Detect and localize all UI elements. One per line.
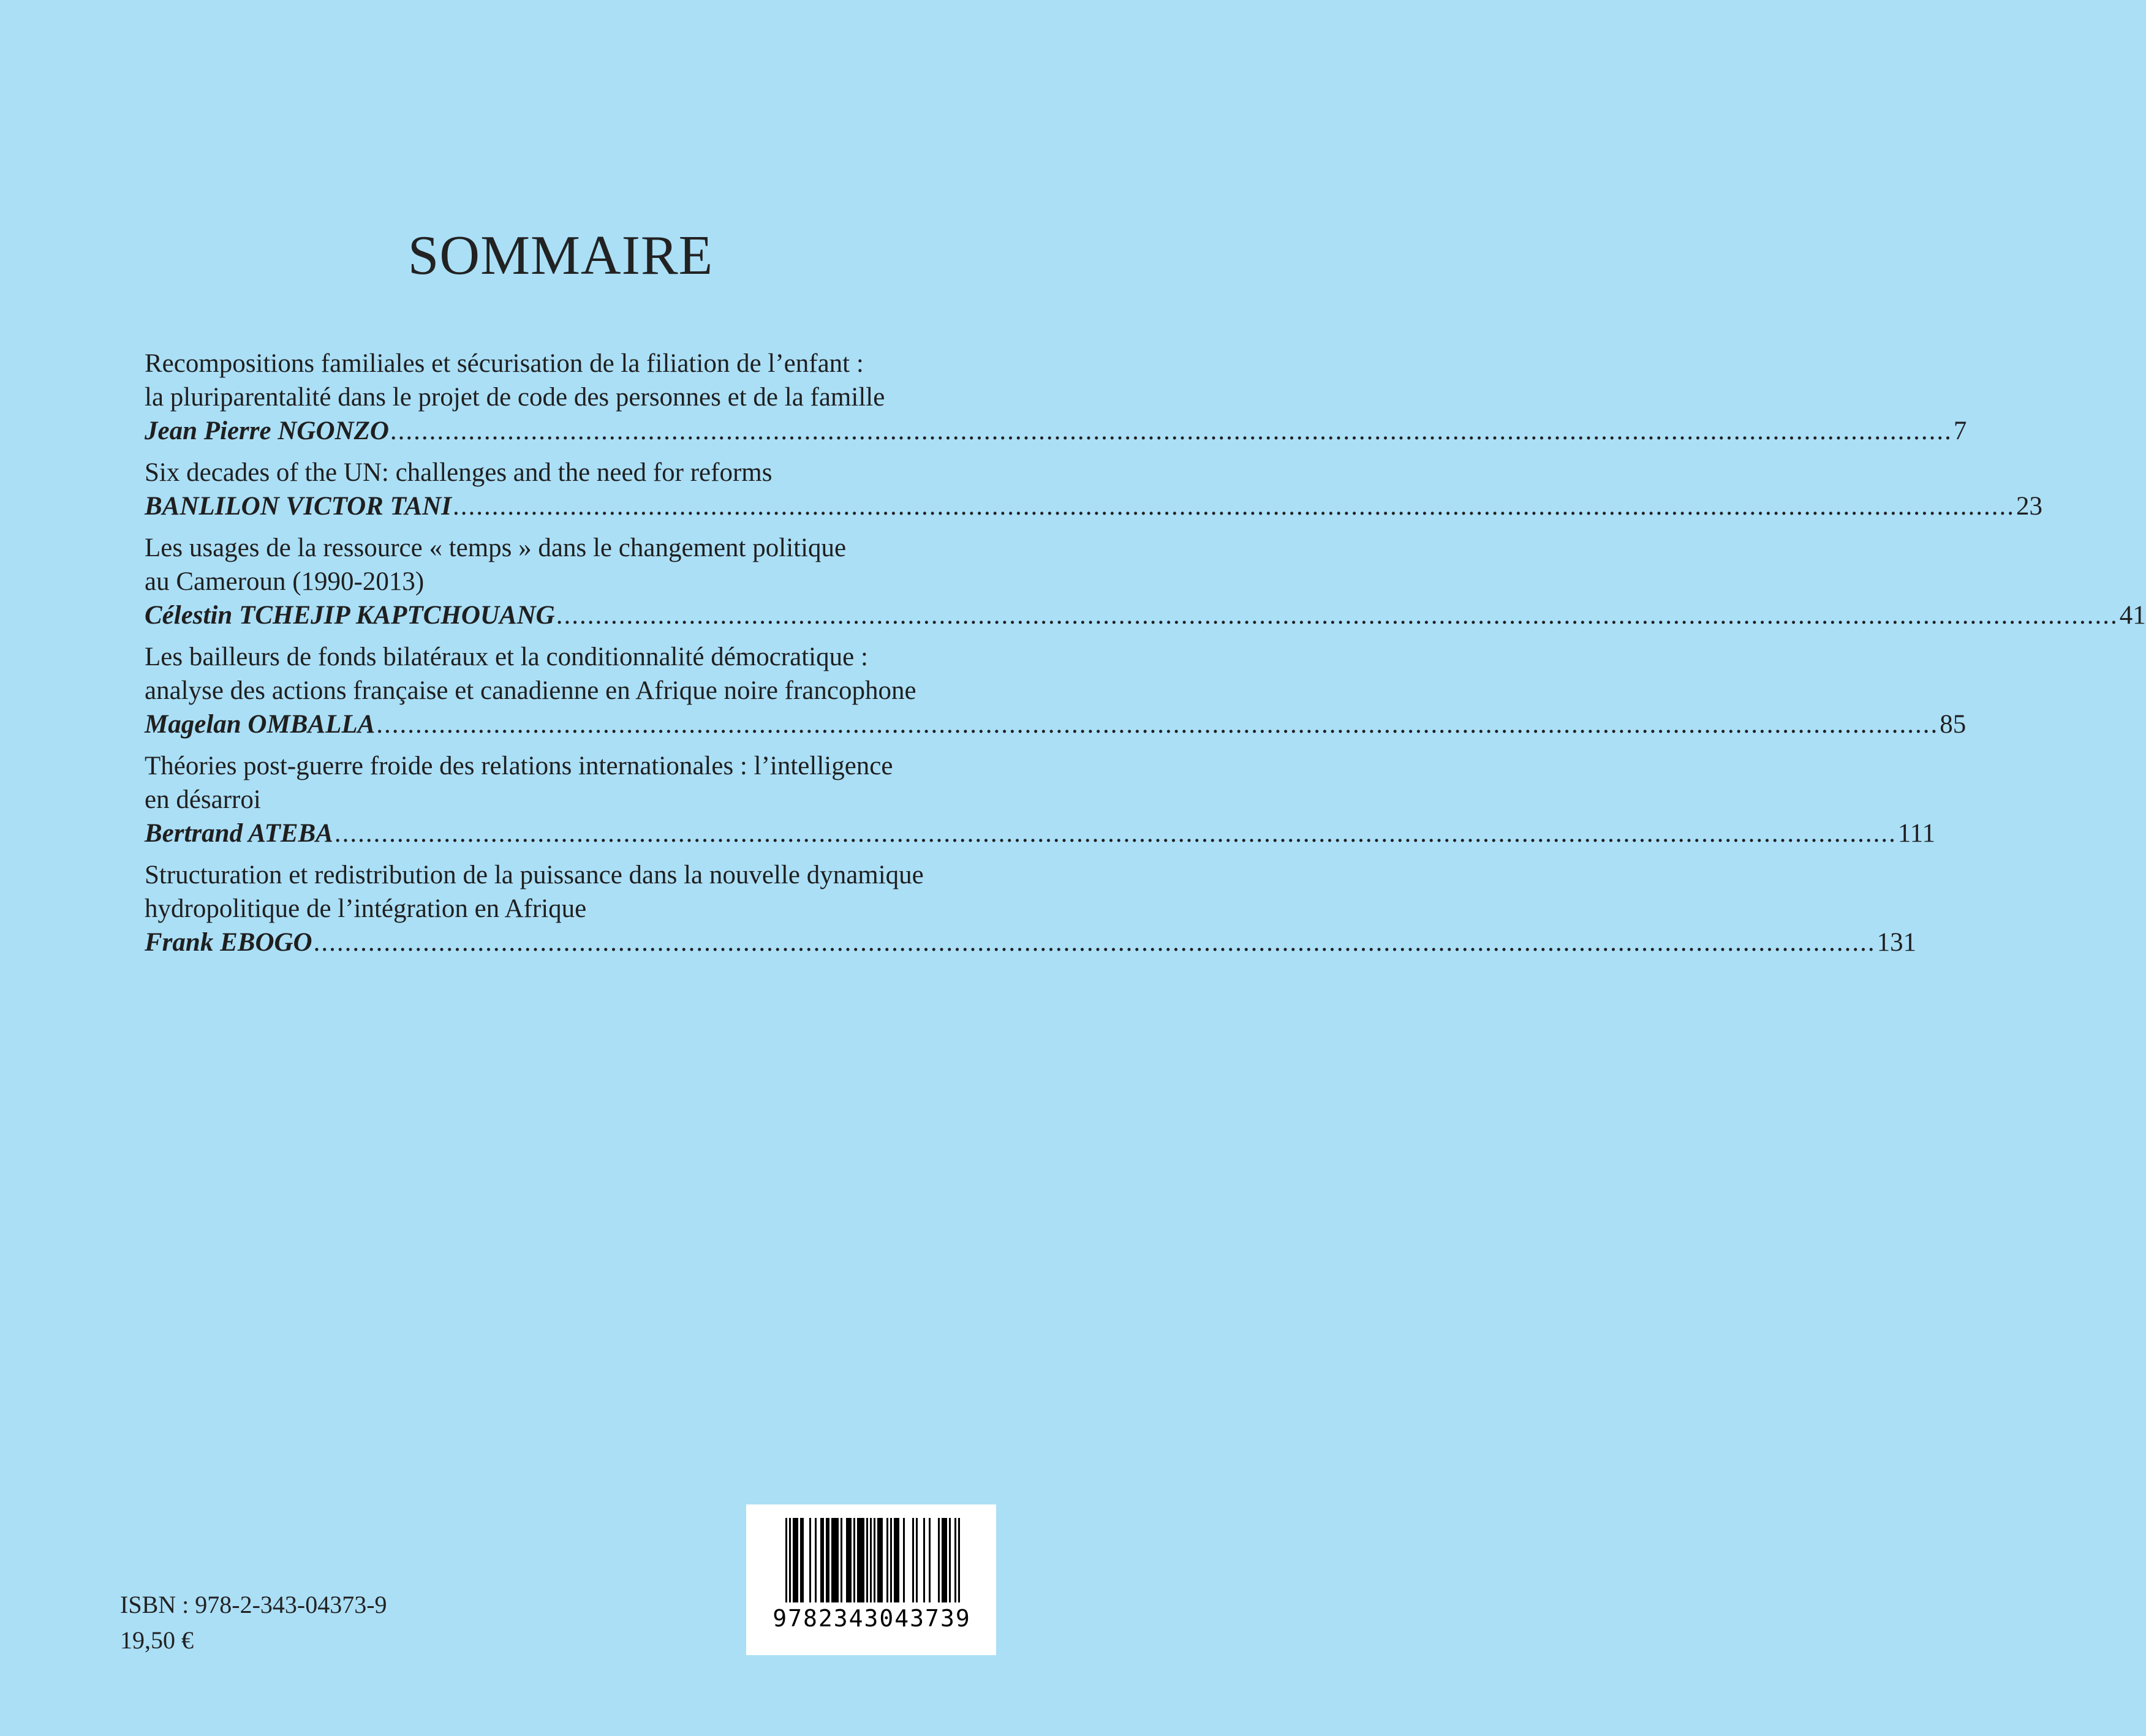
entry-page-number: 41 (2119, 601, 2146, 630)
dot-leader: ........................................................................................................................................................................................................ (376, 710, 1939, 739)
entry-author-line (145, 708, 1967, 741)
entry-author: Frank EBOGO (145, 928, 312, 957)
barcode-bar (886, 1518, 888, 1602)
barcode-bar (954, 1518, 956, 1602)
barcode-bar (942, 1518, 947, 1602)
entry-page-number: 7 (1953, 417, 1967, 445)
barcode-bar (949, 1518, 951, 1602)
dot-leader: ........................................................................................................................................................................................................ (313, 928, 1876, 957)
barcode-bar (793, 1518, 798, 1602)
entry-title-line: Recompositions familiales et sécurisation de la filiation de l’enfant : (145, 349, 864, 378)
entry-title-line: Les usages de la ressource « temps » dans le changement politique (145, 534, 847, 562)
entry-title-line: Théories post-guerre froide des relations internationales : l’intelligence (145, 752, 893, 780)
barcode-bar (912, 1518, 914, 1602)
barcode-bar (800, 1518, 804, 1602)
barcode-bar (815, 1518, 817, 1602)
entry-author: Magelan OMBALLA (145, 710, 376, 739)
barcode-bar (846, 1518, 852, 1602)
toc-entry (145, 347, 1967, 448)
barcode-bar (841, 1518, 842, 1602)
entry-page-number: 131 (1876, 928, 1917, 957)
toc-entry (145, 531, 2146, 632)
footer-info (120, 1587, 387, 1658)
entry-page-number: 111 (1897, 819, 1936, 848)
barcode-bar (929, 1518, 931, 1602)
toc-entry (145, 749, 1936, 850)
entry-title-line: analyse des actions française et canadienne en Afrique noire francophone (145, 676, 916, 705)
barcode-bar (903, 1518, 905, 1602)
entry-author: BANLILON VICTOR TANI (145, 492, 451, 521)
entry-author-line (145, 926, 1917, 959)
barcode-bar (894, 1518, 899, 1602)
barcode-bar (877, 1518, 883, 1602)
entry-title-line: Six decades of the UN: challenges and the need for reforms (145, 458, 773, 487)
isbn: ISBN : 978-2-343-04373-9 (120, 1591, 387, 1618)
barcode-bar (785, 1518, 787, 1602)
barcode-bar (916, 1518, 918, 1602)
table-of-contents (145, 347, 2146, 967)
entry-author-line (145, 489, 2042, 523)
barcode-bar (923, 1518, 925, 1602)
barcode-bar (789, 1518, 791, 1602)
barcode-bar (890, 1518, 892, 1602)
entry-author-line (145, 598, 2146, 632)
barcode-bar (958, 1518, 960, 1602)
entry-title-line: la pluriparentalité dans le projet de code des personnes et de la famille (145, 383, 885, 412)
barcode-bar (853, 1518, 855, 1602)
barcode-bar (938, 1518, 940, 1602)
entry-author: Bertrand ATEBA (145, 819, 333, 848)
toc-entry (145, 858, 1917, 959)
barcode-bars (746, 1504, 996, 1655)
entry-author: Jean Pierre NGONZO (145, 417, 389, 445)
entry-title-line: Structuration et redistribution de la puissance dans la nouvelle dynamique (145, 861, 924, 889)
barcode-bar (820, 1518, 824, 1602)
barcode-bar (870, 1518, 872, 1602)
barcode-bar (857, 1518, 864, 1602)
dot-leader: ........................................................................................................................................................................................................ (390, 417, 1952, 445)
page-title: SOMMAIRE (407, 224, 714, 286)
entry-author-line (145, 414, 1967, 448)
barcode-bar (826, 1518, 829, 1602)
entry-title-line: au Cameroun (1990-2013) (145, 567, 425, 596)
barcode-bar (831, 1518, 839, 1602)
toc-entry (145, 640, 1967, 741)
entry-title-line: hydropolitique de l’intégration en Afrique (145, 894, 587, 923)
entry-page-number: 85 (1940, 710, 1967, 739)
barcode (746, 1504, 996, 1655)
barcode-bar (866, 1518, 868, 1602)
entry-page-number: 23 (2016, 492, 2042, 521)
toc-entry (145, 456, 2042, 523)
barcode-bar (809, 1518, 811, 1602)
dot-leader: ........................................................................................................................................................................................................ (556, 601, 2118, 630)
entry-title-line: Les bailleurs de fonds bilatéraux et la conditionnalité démocratique : (145, 643, 868, 671)
dot-leader: ........................................................................................................................................................................................................ (452, 492, 2015, 521)
entry-author-line (145, 817, 1936, 850)
price: 19,50 € (120, 1626, 194, 1654)
barcode-bar (874, 1518, 875, 1602)
entry-author: Célestin TCHEJIP KAPTCHOUANG (145, 601, 555, 630)
dot-leader: ........................................................................................................................................................................................................ (334, 819, 1897, 848)
entry-title-line: en désarroi (145, 785, 261, 814)
barcode-digits: 9782343043739 (773, 1605, 971, 1632)
